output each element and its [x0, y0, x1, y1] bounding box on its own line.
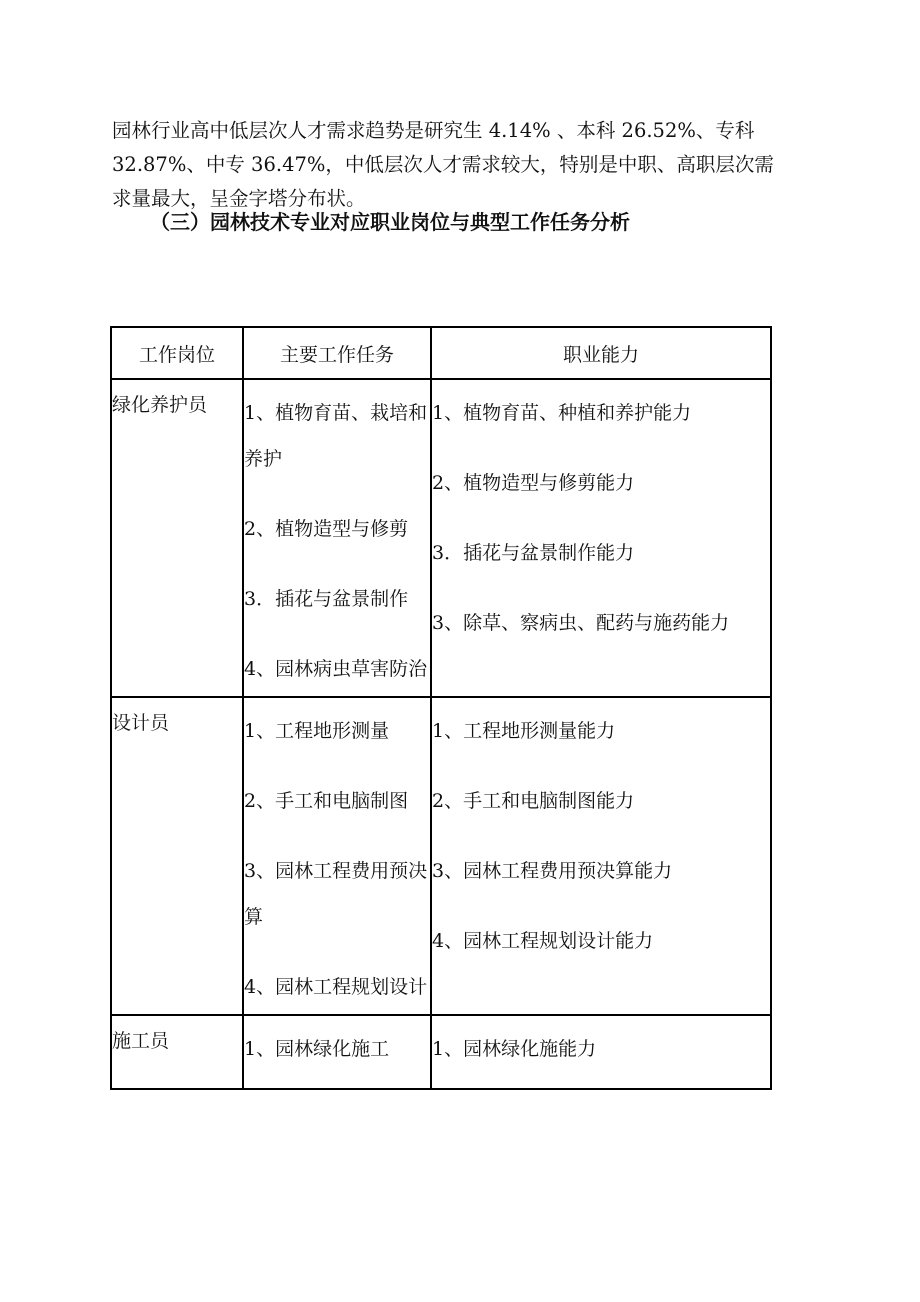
header-abilities: 职业能力: [431, 327, 771, 379]
tasks-cell: [243, 1015, 431, 1089]
task-item: 1、工程地形测量: [244, 720, 390, 742]
table-row: [111, 379, 771, 697]
abilities-cell: [431, 697, 771, 1015]
tasks-cell: [243, 697, 431, 1015]
table-header-row: [111, 327, 771, 379]
intro-line-3: 求量最大，呈金字塔分布状。: [112, 187, 366, 210]
post-cell: 设计员: [111, 697, 243, 1015]
intro-line-1: 园林行业高中低层次人才需求趋势是研究生 4.14% 、本科 26.52%、专科: [112, 119, 755, 142]
abilities-cell: [431, 1015, 771, 1089]
job-task-table: [110, 326, 772, 1090]
post-cell: 绿化养护员: [111, 379, 243, 697]
intro-paragraph: [112, 114, 812, 216]
ability-item: 4、园林工程规划设计能力: [432, 930, 654, 952]
task-item: 2、手工和电脑制图: [244, 790, 409, 812]
header-post: 工作岗位: [111, 327, 243, 379]
post-cell: 施工员: [111, 1015, 243, 1089]
intro-line-2: 32.87%、中专 36.47%，中低层次人才需求较大，特别是中职、高职层次需: [112, 153, 774, 176]
table-row: [111, 1015, 771, 1089]
ability-item: 1、植物育苗、种植和养护能力: [432, 402, 692, 424]
ability-item: 1、园林绿化施能力: [432, 1038, 597, 1060]
ability-item: 3．插花与盆景制作能力: [432, 542, 635, 564]
task-item: 4、园林工程规划设计: [244, 976, 428, 998]
ability-item: 3、园林工程费用预决算能力: [432, 860, 673, 882]
task-item: 3、园林工程费用预决算: [244, 860, 428, 928]
header-tasks: 主要工作任务: [243, 327, 431, 379]
task-item: 1、植物育苗、栽培和养护: [244, 402, 428, 470]
task-item: 3．插花与盆景制作: [244, 588, 409, 610]
task-item: 2、植物造型与修剪: [244, 518, 409, 540]
task-item: 1、园林绿化施工: [244, 1038, 390, 1060]
section-heading: （三）园林技术专业对应职业岗位与典型工作任务分析: [150, 210, 630, 234]
ability-item: 2、植物造型与修剪能力: [432, 472, 635, 494]
tasks-cell: [243, 379, 431, 697]
abilities-cell: [431, 379, 771, 697]
ability-item: 1、工程地形测量能力: [432, 720, 616, 742]
task-item: 4、园林病虫草害防治: [244, 658, 428, 680]
ability-item: 2、手工和电脑制图能力: [432, 790, 635, 812]
table-row: [111, 697, 771, 1015]
ability-item: 3、除草、察病虫、配药与施药能力: [432, 612, 730, 634]
